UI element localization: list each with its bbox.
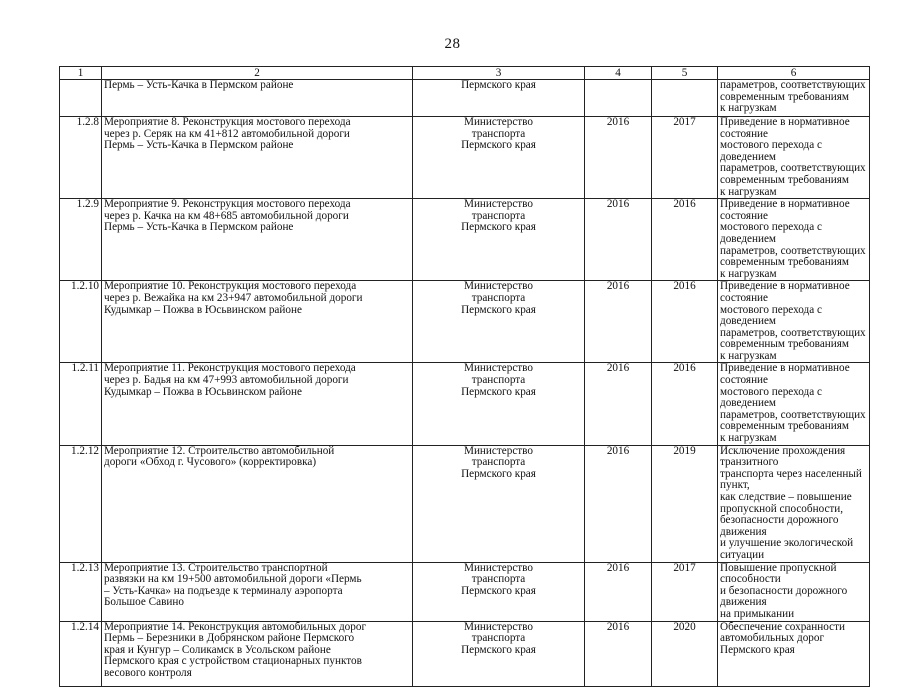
expected-result: Исключение прохождения транзитного транспорта через населенный пункт, как следствие – повышение пропускной способности, безопасности дорожного движения и улучшение экологической ситуации (718, 445, 870, 562)
expected-result: Приведение в нормативное состояние мостового перехода с доведением параметров, соответствующих современным требованиям к нагрузкам (718, 363, 870, 445)
row-number: 1.2.13 (60, 562, 102, 621)
column-header: 3 (413, 67, 585, 80)
executor: Министерство транспорта Пермского края (413, 281, 585, 363)
start-year: 2016 (585, 117, 652, 199)
end-year: 2017 (652, 562, 718, 621)
executor: Пермского края (413, 80, 585, 117)
start-year: 2016 (585, 621, 652, 686)
table-row (60, 199, 870, 281)
measure-name: Мероприятие 13. Строительство транспортной развязки на км 19+500 автомобильной дороги «Пермь – Усть-Качка» на подъезде к терминалу аэропорта Большое Савино (102, 562, 413, 621)
end-year: 2017 (652, 117, 718, 199)
column-header: 6 (718, 67, 870, 80)
row-number: 1.2.8 (60, 117, 102, 199)
table-row (60, 562, 870, 621)
page-number: 28 (444, 36, 461, 52)
row-number: 1.2.10 (60, 281, 102, 363)
expected-result: Приведение в нормативное состояние мостового перехода с доведением параметров, соответствующих современным требованиям к нагрузкам (718, 199, 870, 281)
column-header: 4 (585, 67, 652, 80)
expected-result: параметров, соответствующих современным требованиям к нагрузкам (718, 80, 870, 117)
measure-name: Мероприятие 10. Реконструкция мостового перехода через р. Вежайка на км 23+947 автомобильной дороги Кудымкар – Пожва в Юсьвинском районе (102, 281, 413, 363)
end-year: 2020 (652, 621, 718, 686)
end-year: 2016 (652, 363, 718, 445)
end-year (652, 80, 718, 117)
executor: Министерство транспорта Пермского края (413, 117, 585, 199)
measure-name: Мероприятие 12. Строительство автомобильной дороги «Обход г. Чусового» (корректировка) (102, 445, 413, 562)
executor: Министерство транспорта Пермского края (413, 562, 585, 621)
row-number: 1.2.11 (60, 363, 102, 445)
row-number: 1.2.12 (60, 445, 102, 562)
start-year: 2016 (585, 562, 652, 621)
row-number: 1.2.14 (60, 621, 102, 686)
executor: Министерство транспорта Пермского края (413, 621, 585, 686)
start-year: 2016 (585, 281, 652, 363)
expected-result: Приведение в нормативное состояние мостового перехода с доведением параметров, соответствующих современным требованиям к нагрузкам (718, 281, 870, 363)
start-year: 2016 (585, 199, 652, 281)
end-year: 2019 (652, 445, 718, 562)
table-row (60, 281, 870, 363)
row-number: 1.2.9 (60, 199, 102, 281)
end-year: 2016 (652, 281, 718, 363)
table-row (60, 621, 870, 686)
table-header-row (60, 67, 870, 80)
expected-result: Обеспечение сохранности автомобильных дорог Пермского края (718, 621, 870, 686)
column-header: 5 (652, 67, 718, 80)
row-number (60, 80, 102, 117)
column-header: 2 (102, 67, 413, 80)
measure-name: Мероприятие 8. Реконструкция мостового перехода через р. Серяк на км 41+812 автомобильной дороги Пермь – Усть-Качка в Пермском районе (102, 117, 413, 199)
measure-name: Мероприятие 14. Реконструкция автомобильных дорог Пермь – Березники в Добрянском районе Пермского края и Кунгур – Соликамск в Усольском районе Пермского края с устройством стационарных пунктов весового контроля (102, 621, 413, 686)
measures-table (59, 66, 870, 687)
measure-name: Пермь – Усть-Качка в Пермском районе (102, 80, 413, 117)
start-year: 2016 (585, 363, 652, 445)
executor: Министерство транспорта Пермского края (413, 199, 585, 281)
executor: Министерство транспорта Пермского края (413, 445, 585, 562)
table-row (60, 80, 870, 117)
start-year (585, 80, 652, 117)
expected-result: Приведение в нормативное состояние мостового перехода с доведением параметров, соответствующих современным требованиям к нагрузкам (718, 117, 870, 199)
executor: Министерство транспорта Пермского края (413, 363, 585, 445)
table-row (60, 117, 870, 199)
expected-result: Повышение пропускной способности и безопасности дорожного движения на примыкании (718, 562, 870, 621)
table-row (60, 363, 870, 445)
table-row (60, 445, 870, 562)
start-year: 2016 (585, 445, 652, 562)
measure-name: Мероприятие 9. Реконструкция мостового перехода через р. Качка на км 48+685 автомобильной дороги Пермь – Усть-Качка в Пермском районе (102, 199, 413, 281)
column-header: 1 (60, 67, 102, 80)
measure-name: Мероприятие 11. Реконструкция мостового перехода через р. Бадья на км 47+993 автомобильной дороги Кудымкар – Пожва в Юсьвинском районе (102, 363, 413, 445)
end-year: 2016 (652, 199, 718, 281)
